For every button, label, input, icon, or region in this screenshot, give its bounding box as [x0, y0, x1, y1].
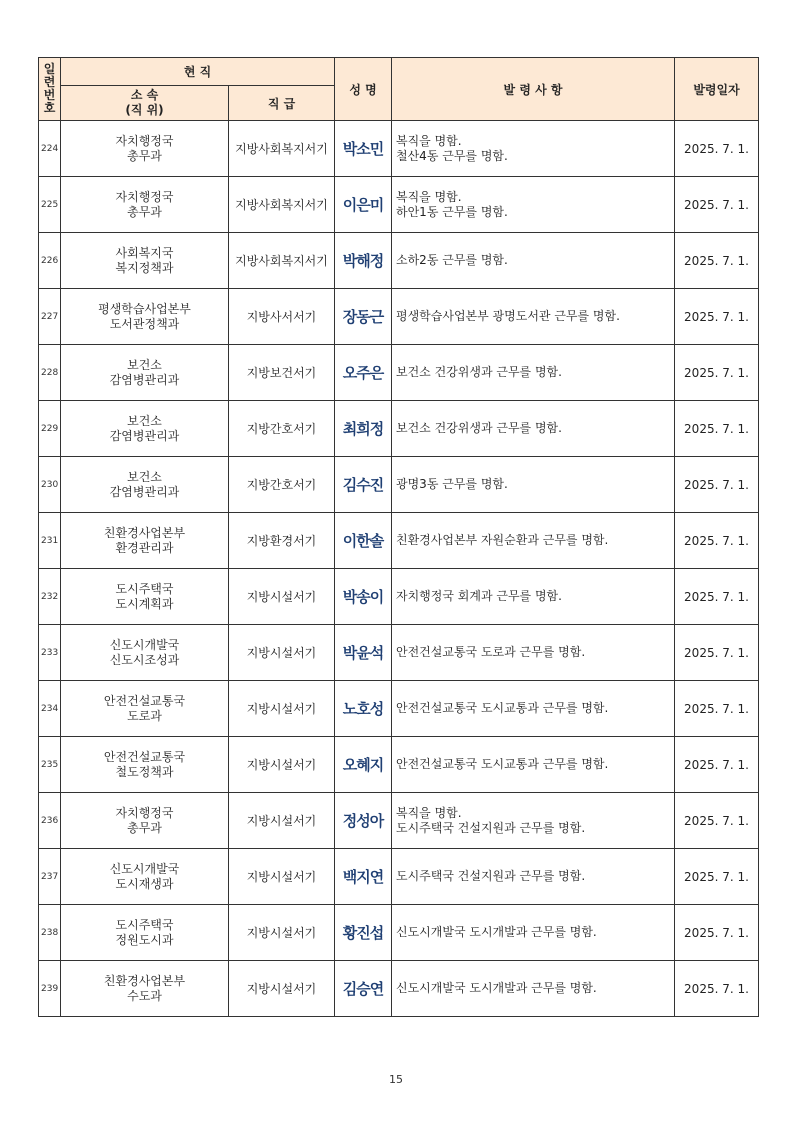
name-cell: 노호성: [335, 681, 392, 737]
serial-number: 233: [39, 625, 61, 681]
name-cell: 황진섭: [335, 905, 392, 961]
department-division: 도로과: [127, 708, 162, 723]
grade-cell: 지방사회복지서기: [229, 233, 335, 289]
grade-cell: 지방보건서기: [229, 345, 335, 401]
grade-cell: 지방환경서기: [229, 513, 335, 569]
name-cell: 이은미: [335, 177, 392, 233]
order-line-1: 복직을 명함.: [396, 189, 462, 204]
department-cell: [61, 569, 229, 625]
serial-number: 229: [39, 401, 61, 457]
department-cell: [61, 849, 229, 905]
date-cell: 2025. 7. 1.: [675, 569, 759, 625]
order-line-1: 평생학습사업본부 광명도서관 근무를 명함.: [396, 309, 620, 323]
date-cell: 2025. 7. 1.: [675, 289, 759, 345]
table-row: [39, 569, 759, 625]
name-cell: 박소민: [335, 121, 392, 177]
department-cell: [61, 177, 229, 233]
table-body: [39, 121, 759, 1017]
serial-number: 230: [39, 457, 61, 513]
serial-number: 226: [39, 233, 61, 289]
name-cell: 박윤석: [335, 625, 392, 681]
department-division: 정원도시과: [115, 932, 174, 947]
department-division: 감염병관리과: [109, 428, 180, 443]
date-cell: 2025. 7. 1.: [675, 345, 759, 401]
name-cell: 오주은: [335, 345, 392, 401]
table-row: [39, 177, 759, 233]
serial-number: 227: [39, 289, 61, 345]
grade-cell: 지방시설서기: [229, 849, 335, 905]
order-line-1: 소하2동 근무를 명함.: [396, 253, 508, 267]
name-cell: 장동근: [335, 289, 392, 345]
grade-cell: 지방사서서기: [229, 289, 335, 345]
table-row: [39, 345, 759, 401]
name-cell: 박송이: [335, 569, 392, 625]
current-position-header: 현 직: [61, 58, 335, 86]
table-row: [39, 233, 759, 289]
department-cell: [61, 121, 229, 177]
table-row: [39, 289, 759, 345]
name-cell: 김승연: [335, 961, 392, 1017]
table-row: [39, 737, 759, 793]
order-line-1: 광명3동 근무를 명함.: [396, 477, 508, 491]
department-cell: [61, 905, 229, 961]
date-cell: 2025. 7. 1.: [675, 961, 759, 1017]
date-cell: 2025. 7. 1.: [675, 625, 759, 681]
department-bureau: 안전건설교통국: [103, 693, 186, 708]
serial-number: 237: [39, 849, 61, 905]
table-row: [39, 849, 759, 905]
table-row: [39, 401, 759, 457]
date-cell: 2025. 7. 1.: [675, 121, 759, 177]
table-row: [39, 625, 759, 681]
date-cell: 2025. 7. 1.: [675, 233, 759, 289]
order-line-1: 안전건설교통국 도시교통과 근무를 명함.: [396, 757, 609, 771]
order-cell: [392, 233, 675, 289]
serial-number: 228: [39, 345, 61, 401]
order-cell: [392, 905, 675, 961]
name-cell: 이한솔: [335, 513, 392, 569]
department-bureau: 안전건설교통국: [103, 749, 186, 764]
name-header: 성 명: [335, 58, 392, 121]
department-bureau: 보건소: [127, 469, 162, 484]
department-cell: [61, 793, 229, 849]
department-cell: [61, 961, 229, 1017]
department-header: 소 속 (직 위): [61, 86, 229, 121]
department-bureau: 도시주택국: [115, 917, 174, 932]
department-division: 감염병관리과: [109, 372, 180, 387]
department-cell: [61, 289, 229, 345]
table-row: [39, 961, 759, 1017]
department-division: 총무과: [127, 148, 162, 163]
order-line-1: 도시주택국 건설지원과 근무를 명함.: [396, 869, 586, 883]
department-division: 감염병관리과: [109, 484, 180, 499]
department-division: 신도시조성과: [109, 652, 180, 667]
serial-number-header: 일련번호: [39, 58, 61, 121]
table-row: [39, 793, 759, 849]
date-cell: 2025. 7. 1.: [675, 849, 759, 905]
department-bureau: 사회복지국: [115, 245, 174, 260]
order-cell: [392, 121, 675, 177]
department-bureau: 자치행정국: [115, 805, 174, 820]
page-number: 15: [389, 1073, 403, 1086]
order-cell: [392, 961, 675, 1017]
order-line-1: 신도시개발국 도시개발과 근무를 명함.: [396, 925, 597, 939]
grade-cell: 지방시설서기: [229, 681, 335, 737]
order-cell: [392, 569, 675, 625]
order-cell: [392, 849, 675, 905]
grade-cell: 지방사회복지서기: [229, 177, 335, 233]
department-division: 도서관정책과: [109, 316, 180, 331]
order-line-1: 신도시개발국 도시개발과 근무를 명함.: [396, 981, 597, 995]
department-bureau: 보건소: [127, 413, 162, 428]
date-header: 발령일자: [675, 58, 759, 121]
name-cell: 백지연: [335, 849, 392, 905]
grade-cell: 지방시설서기: [229, 625, 335, 681]
department-cell: [61, 737, 229, 793]
grade-cell: 지방사회복지서기: [229, 121, 335, 177]
department-bureau: 자치행정국: [115, 189, 174, 204]
date-cell: 2025. 7. 1.: [675, 793, 759, 849]
department-cell: [61, 401, 229, 457]
order-cell: [392, 625, 675, 681]
order-line-1: 친환경사업본부 자원순환과 근무를 명함.: [396, 533, 609, 547]
order-line-1: 보건소 건강위생과 근무를 명함.: [396, 421, 562, 435]
table-row: [39, 681, 759, 737]
date-cell: 2025. 7. 1.: [675, 737, 759, 793]
department-division: 철도정책과: [115, 764, 174, 779]
grade-cell: 지방시설서기: [229, 737, 335, 793]
name-cell: 김수진: [335, 457, 392, 513]
department-division: 총무과: [127, 204, 162, 219]
table-row: [39, 121, 759, 177]
order-cell: [392, 737, 675, 793]
name-cell: 오혜지: [335, 737, 392, 793]
order-cell: [392, 793, 675, 849]
serial-number: 225: [39, 177, 61, 233]
grade-header: 직 급: [229, 86, 335, 121]
order-cell: [392, 289, 675, 345]
table-row: [39, 457, 759, 513]
grade-cell: 지방시설서기: [229, 569, 335, 625]
personnel-order-table: [38, 57, 759, 1017]
order-header: 발 령 사 항: [392, 58, 675, 121]
department-bureau: 보건소: [127, 357, 162, 372]
date-cell: 2025. 7. 1.: [675, 457, 759, 513]
department-bureau: 친환경사업본부: [103, 973, 186, 988]
order-cell: [392, 681, 675, 737]
department-bureau: 평생학습사업본부: [98, 301, 191, 316]
serial-number: 236: [39, 793, 61, 849]
department-division: 도시계획과: [115, 596, 174, 611]
order-cell: [392, 401, 675, 457]
order-line-1: 자치행정국 회계과 근무를 명함.: [396, 589, 562, 603]
order-line-1: 복직을 명함.: [396, 805, 462, 820]
department-cell: [61, 457, 229, 513]
department-bureau: 신도시개발국: [109, 637, 180, 652]
name-cell: 박해정: [335, 233, 392, 289]
grade-cell: 지방간호서기: [229, 457, 335, 513]
department-bureau: 친환경사업본부: [103, 525, 186, 540]
serial-number: 234: [39, 681, 61, 737]
order-line-2: 도시주택국 건설지원과 근무를 명함.: [396, 820, 586, 835]
serial-number: 232: [39, 569, 61, 625]
department-bureau: 신도시개발국: [109, 861, 180, 876]
department-division: 수도과: [127, 988, 162, 1003]
order-line-2: 하안1동 근무를 명함.: [396, 204, 508, 219]
date-cell: 2025. 7. 1.: [675, 177, 759, 233]
date-cell: 2025. 7. 1.: [675, 905, 759, 961]
name-cell: 최희정: [335, 401, 392, 457]
grade-cell: 지방간호서기: [229, 401, 335, 457]
date-cell: 2025. 7. 1.: [675, 401, 759, 457]
department-cell: [61, 345, 229, 401]
date-cell: 2025. 7. 1.: [675, 513, 759, 569]
table-row: [39, 905, 759, 961]
order-cell: [392, 345, 675, 401]
serial-number: 231: [39, 513, 61, 569]
department-division: 복지정책과: [115, 260, 174, 275]
department-division: 총무과: [127, 820, 162, 835]
department-bureau: 자치행정국: [115, 133, 174, 148]
order-line-2: 철산4동 근무를 명함.: [396, 148, 508, 163]
department-division: 환경관리과: [115, 540, 174, 555]
order-line-1: 안전건설교통국 도시교통과 근무를 명함.: [396, 701, 609, 715]
order-line-1: 복직을 명함.: [396, 133, 462, 148]
date-cell: 2025. 7. 1.: [675, 681, 759, 737]
department-cell: [61, 681, 229, 737]
order-line-1: 안전건설교통국 도로과 근무를 명함.: [396, 645, 586, 659]
grade-cell: 지방시설서기: [229, 793, 335, 849]
department-cell: [61, 513, 229, 569]
serial-number: 239: [39, 961, 61, 1017]
grade-cell: 지방시설서기: [229, 905, 335, 961]
name-cell: 정성아: [335, 793, 392, 849]
serial-number: 224: [39, 121, 61, 177]
department-division: 도시재생과: [115, 876, 174, 891]
department-bureau: 도시주택국: [115, 581, 174, 596]
order-cell: [392, 457, 675, 513]
serial-number: 238: [39, 905, 61, 961]
serial-number: 235: [39, 737, 61, 793]
order-cell: [392, 177, 675, 233]
table-row: [39, 513, 759, 569]
department-cell: [61, 233, 229, 289]
order-line-1: 보건소 건강위생과 근무를 명함.: [396, 365, 562, 379]
department-cell: [61, 625, 229, 681]
order-cell: [392, 513, 675, 569]
grade-cell: 지방시설서기: [229, 961, 335, 1017]
